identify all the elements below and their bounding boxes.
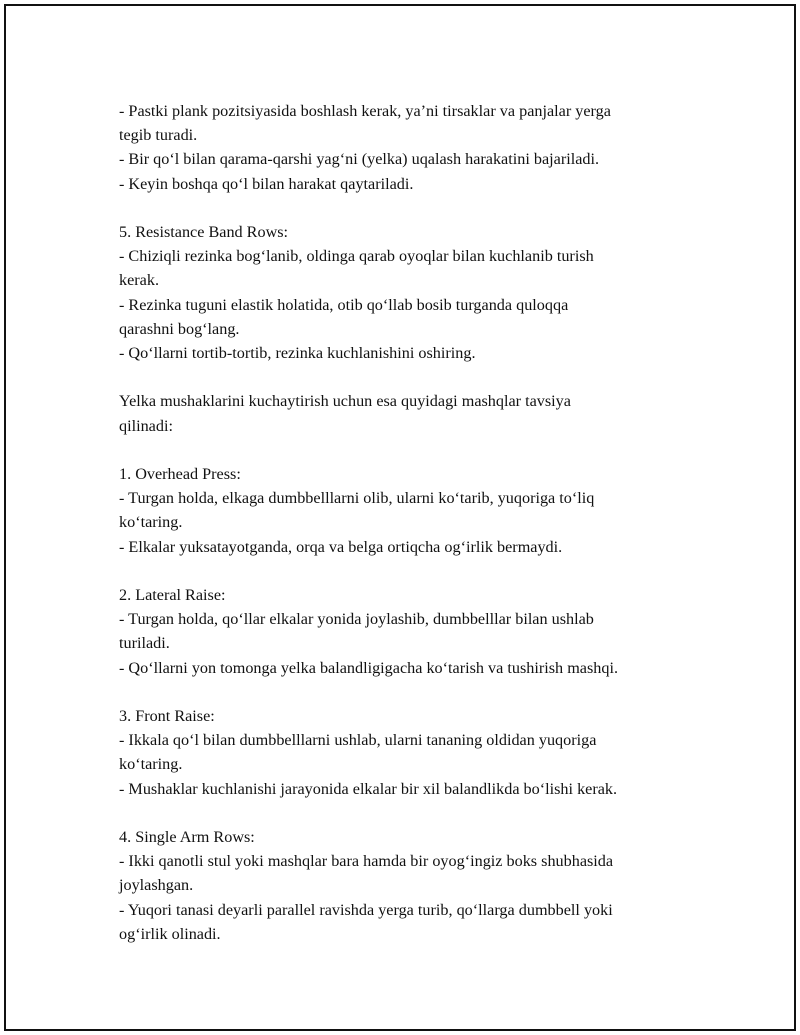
section-front-raise <box>119 704 709 801</box>
text-line: - Elkalar yuksatayotganda, orqa va belga ortiqcha og‘irlik bermaydi. <box>119 537 563 556</box>
paragraph-gap <box>119 559 709 583</box>
text-line: ko‘taring. <box>119 755 183 774</box>
text-line: kerak. <box>119 271 159 290</box>
page-frame <box>4 4 796 1031</box>
text-line: ko‘taring. <box>119 513 183 532</box>
section-lateral-raise <box>119 583 709 680</box>
text-line: - Bir qo‘l bilan qarama-qarshi yag‘ni (yelka) uqalash harakatini bajariladi. <box>119 150 600 169</box>
text-line: qarashni bog‘lang. <box>119 319 240 338</box>
text-line: - Qo‘llarni tortib-tortib, rezinka kuchlanishini oshiring. <box>119 344 476 363</box>
text-line: qilinadi: <box>119 416 173 435</box>
text-line: - Keyin boshqa qo‘l bilan harakat qaytariladi. <box>119 174 414 193</box>
text-line: - Chiziqli rezinka bog‘lanib, oldinga qarab oyoqlar bilan kuchlanib turish <box>119 247 594 266</box>
section-resistance-band-rows <box>119 220 709 365</box>
text-line: og‘irlik olinadi. <box>119 924 221 943</box>
section-heading: 4. Single Arm Rows: <box>119 828 255 846</box>
text-line: - Turgan holda, qo‘llar elkalar yonida joylashib, dumbbelllar bilan ushlab <box>119 610 594 629</box>
section-heading: 5. Resistance Band Rows: <box>119 223 289 241</box>
paragraph-gap <box>119 680 709 704</box>
text-line: - Turgan holda, elkaga dumbbelllarni olib, ularni ko‘tarib, yuqoriga to‘liq <box>119 489 595 508</box>
text-line: - Qo‘llarni yon tomonga yelka balandligigacha ko‘tarish va tushirish mashqi. <box>119 658 618 677</box>
paragraph-gap <box>119 438 709 462</box>
text-line: - Pastki plank pozitsiyasida boshlash kerak, ya’ni tirsaklar va panjalar yerga <box>119 102 611 120</box>
section-single-arm-rows <box>119 825 709 946</box>
text-line: - Ikkala qo‘l bilan dumbbelllarni ushlab, ularni tananing oldidan yuqoriga <box>119 731 597 750</box>
section-heading: 3. Front Raise: <box>119 707 215 725</box>
paragraph-gap <box>119 801 709 825</box>
paragraph-gap <box>119 365 709 389</box>
paragraph-gap <box>119 196 709 220</box>
section-overhead-press <box>119 462 709 559</box>
text-line: - Rezinka tuguni elastik holatida, otib qo‘llab bosib turganda quloqqa <box>119 295 569 314</box>
paragraph-shoulder-intro <box>119 389 709 437</box>
text-line: tegib turadi. <box>119 126 198 145</box>
text-line: turiladi. <box>119 634 170 653</box>
paragraph-plank-instructions <box>119 99 709 196</box>
document-body <box>119 99 709 946</box>
section-heading: 1. Overhead Press: <box>119 465 241 483</box>
section-heading: 2. Lateral Raise: <box>119 586 226 604</box>
text-line: - Mushaklar kuchlanishi jarayonida elkalar bir xil balandlikda bo‘lishi kerak. <box>119 779 618 798</box>
text-line: Yelka mushaklarini kuchaytirish uchun esa quyidagi mashqlar tavsiya <box>119 392 571 411</box>
text-line: joylashgan. <box>119 876 194 895</box>
text-line: - Ikki qanotli stul yoki mashqlar bara hamda bir oyog‘ingiz boks shubhasida <box>119 852 614 871</box>
text-line: - Yuqori tanasi deyarli parallel ravishda yerga turib, qo‘llarga dumbbell yoki <box>119 900 613 919</box>
